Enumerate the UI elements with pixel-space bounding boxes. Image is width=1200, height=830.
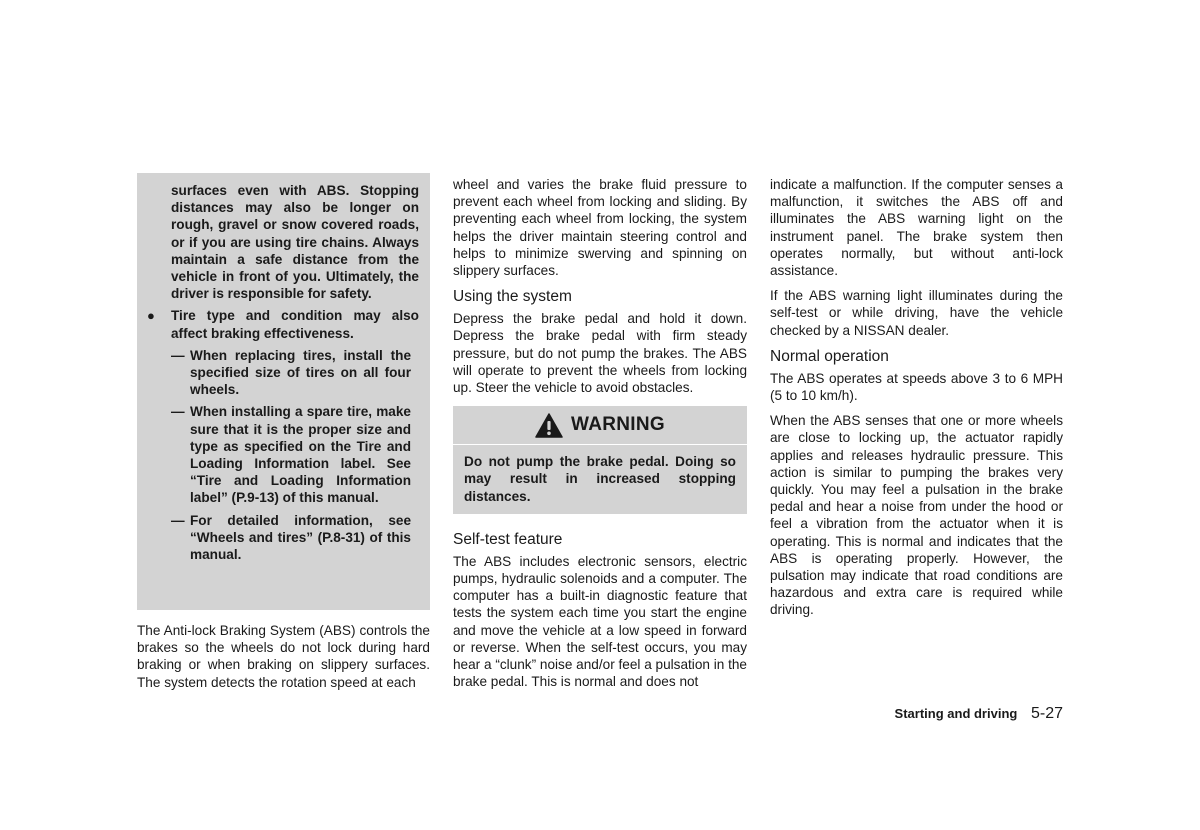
dash-text: For detailed information, see “Wheels and tires” (P.8-31) of this manual. <box>190 512 411 563</box>
column-2 <box>453 176 747 690</box>
using-system-paragraph: Depress the brake pedal and hold it down. Depress the brake pedal with firm steady pressure, but do not pump the brakes. The ABS will operate to prevent the wheels from locking up. Steer the vehicle to avoid obstacles. <box>453 311 747 396</box>
abs-intro-column <box>137 622 430 691</box>
warning-triangle-icon <box>535 413 563 438</box>
normal-operation-heading: Normal operation <box>770 347 889 365</box>
dash-mark: — <box>171 404 185 420</box>
malfunction-paragraph: indicate a malfunction. If the computer senses a malfunction, it switches the ABS off and illuminates the ABS warning light on the instrument panel. The brake system then operates normally, but without anti-lock assistance. <box>770 177 1063 279</box>
abs-intro-paragraph: The Anti-lock Braking System (ABS) controls the brakes so the wheels do not lock during hard braking or when braking on slippery surfaces. The system detects the rotation speed at each <box>137 623 430 690</box>
dash-text: When replacing tires, install the specified size of tires on all four wheels. <box>190 347 411 398</box>
column-3 <box>770 176 1063 619</box>
self-test-heading: Self-test feature <box>453 530 563 548</box>
normal-operation-speed: The ABS operates at speeds above 3 to 6 MPH (5 to 10 km/h). <box>770 370 1063 404</box>
bullet-dot-icon: ● <box>147 308 155 324</box>
warning-box <box>453 406 747 514</box>
wheel-continuation-paragraph: wheel and varies the brake fluid pressure to prevent each wheel from locking and sliding. By preventing each wheel from locking, the system helps the driver maintain steering control and helps to minimize swerving and spinning on slippery surfaces. <box>453 177 747 279</box>
dash-item-replacing <box>171 347 411 399</box>
normal-operation-paragraph: When the ABS senses that one or more wheels are close to locking up, the actuator rapidly applies and releases hydraulic pressure. This action is similar to pumping the brakes very quickly. You may feel a pulsation in the brake pedal and hear a noise from under the hood or feel a vibration from the actuator when it is operating. This is normal and indicates that the ABS is operating properly. However, the pulsation may indicate that road conditions are hazardous and extra care is required while driving. <box>770 413 1063 618</box>
dash-text: When installing a spare tire, make sure that it is the proper size and type as specified on the Tire and Loading Information label. See “Tire and Loading Information label” (P.9-13) of this manual. <box>190 404 411 506</box>
section-title: Starting and driving <box>894 706 1018 721</box>
page-footer <box>880 705 1063 723</box>
warning-light-paragraph: If the ABS warning light illuminates during the self-test or while driving, have the vehicle checked by a NISSAN dealer. <box>770 288 1063 338</box>
dash-item-spare <box>171 403 411 506</box>
warning-label: WARNING <box>571 414 665 436</box>
using-system-heading: Using the system <box>453 288 572 306</box>
self-test-paragraph: The ABS includes electronic sensors, electric pumps, hydraulic solenoids and a computer. The computer has a built-in diagnostic feature that tests the system each time you start the engine and move the vehicle at a low speed in forward or reverse. When the self-test occurs, you may hear a “clunk” noise and/or feel a pulsation in the brake pedal. This is normal and does not <box>453 553 747 690</box>
dash-mark: — <box>171 347 185 363</box>
page-number: 5-27 <box>1030 705 1063 722</box>
bullet-text: Tire type and condition may also affect braking effectiveness. <box>171 308 419 341</box>
caution-intro: surfaces even with ABS. Stopping distances may also be longer on rough, gravel or snow covered roads, or if you are using tire chains. Always maintain a safe distance from the vehicle in front of you. Ultimately, the driver is responsible for safety. <box>171 183 419 302</box>
caution-content <box>147 182 419 563</box>
dash-mark: — <box>171 512 185 528</box>
dash-item-details <box>171 512 411 564</box>
bullet-item-tires <box>147 307 419 341</box>
warning-title <box>453 406 747 445</box>
warning-text: Do not pump the brake pedal. Doing so may result in increased stopping distances. <box>464 454 736 504</box>
